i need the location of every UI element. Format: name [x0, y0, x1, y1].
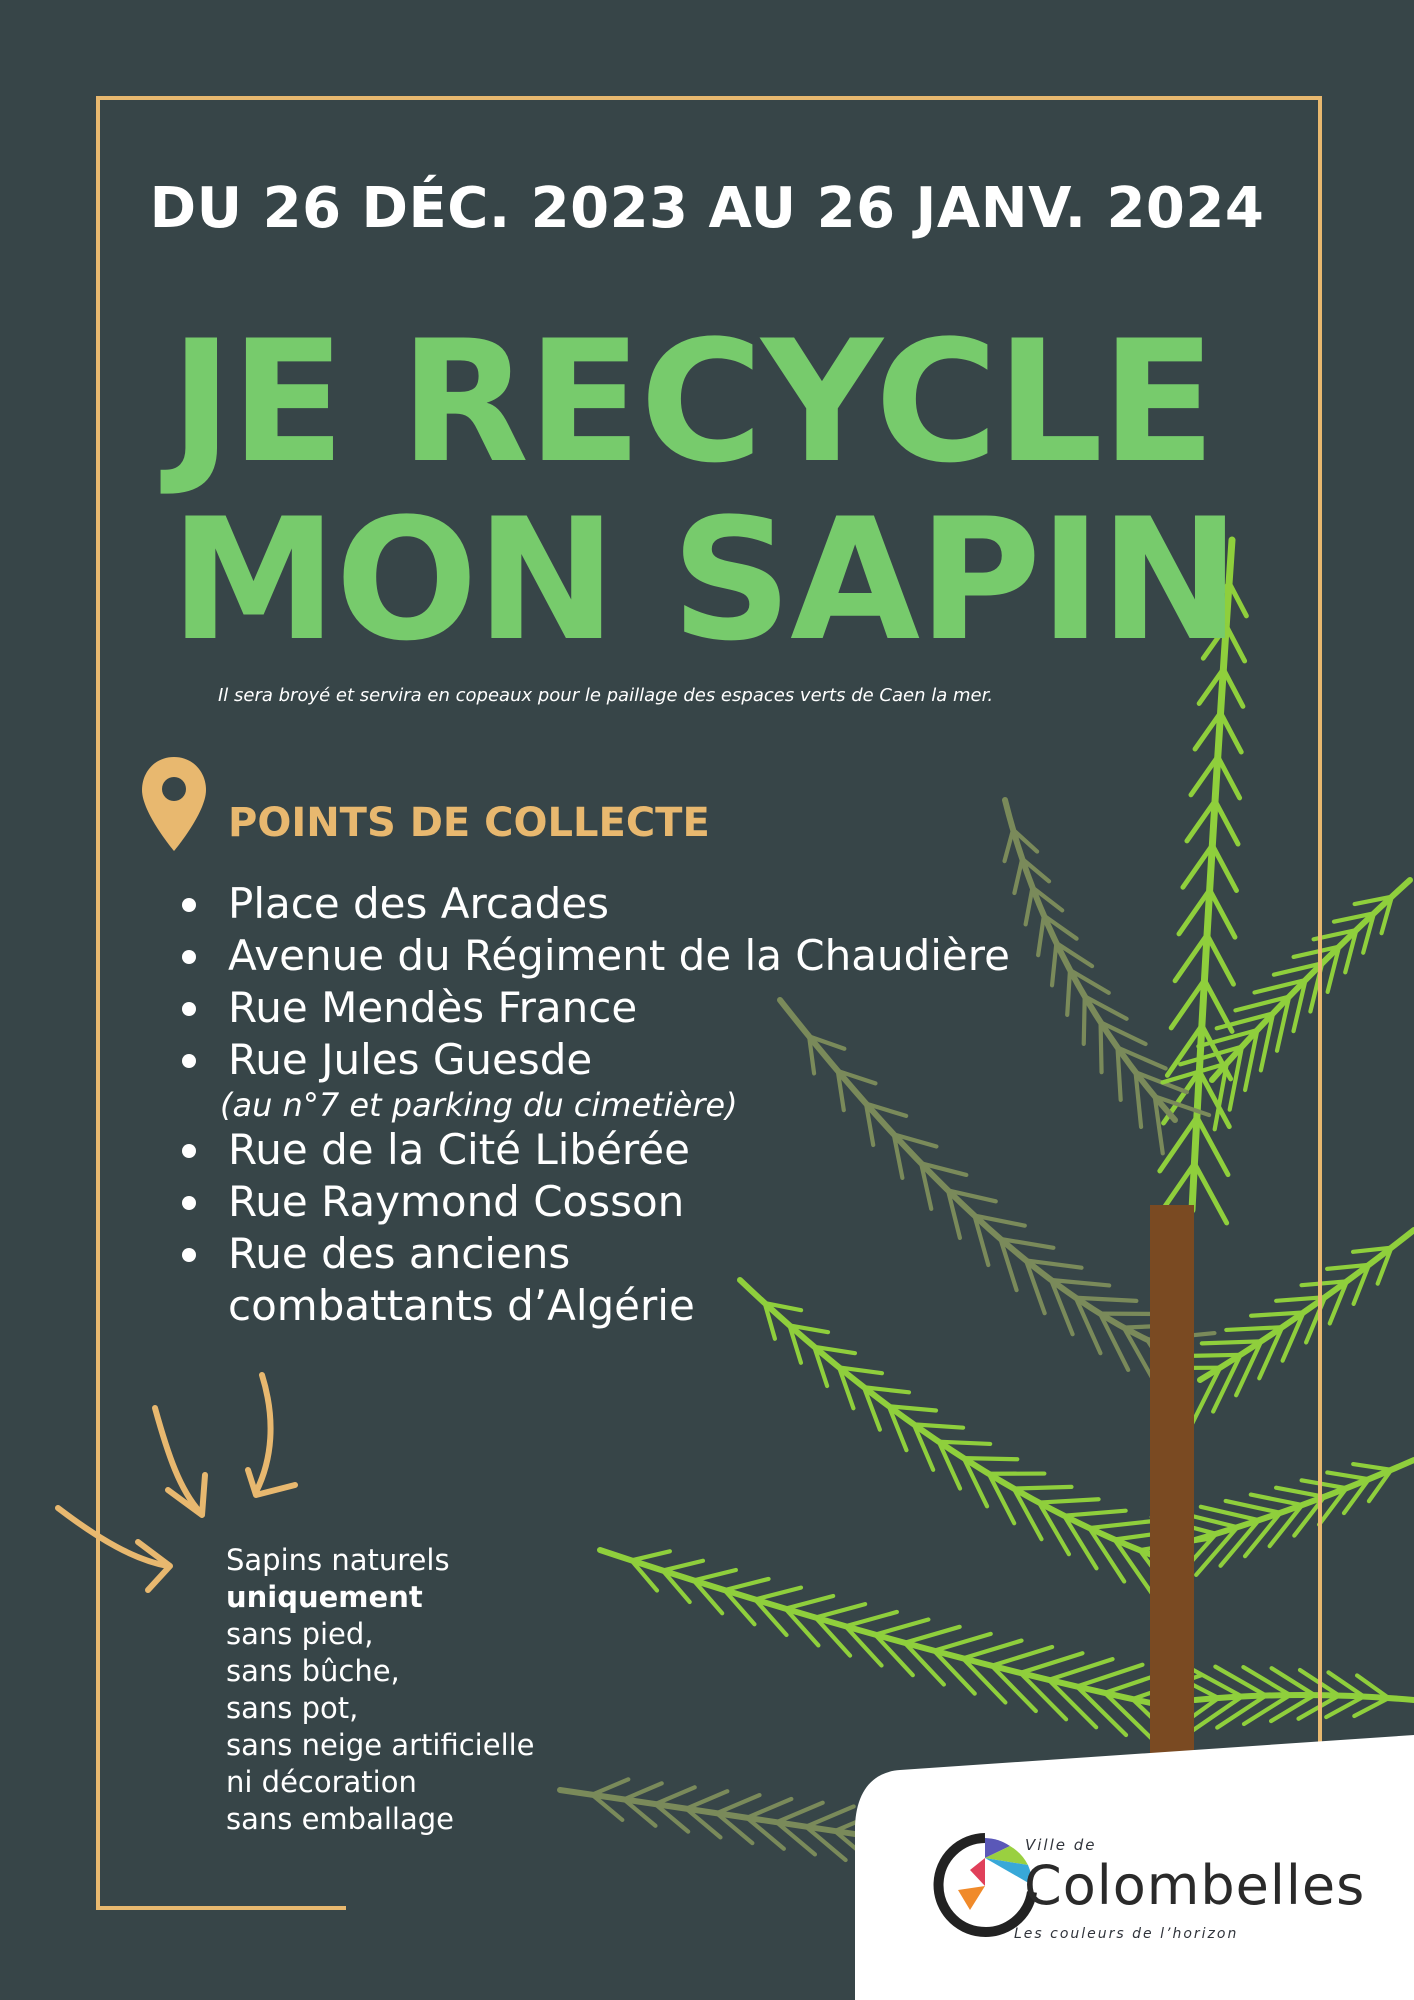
- logo-name: Colombelles: [1024, 1854, 1366, 1917]
- list-item: Rue de la Cité Libérée: [180, 1124, 1010, 1176]
- logo-tagline: Les couleurs de l’horizon: [1014, 1926, 1239, 1942]
- points-heading: POINTS DE COLLECTE: [228, 800, 710, 846]
- date-range: DU 26 DÉC. 2023 AU 26 JANV. 2024: [149, 176, 1265, 241]
- colombelles-logo: [930, 1830, 1366, 1960]
- list-item: Avenue du Régiment de la Chaudière: [180, 930, 1010, 982]
- conditions-block: Sapins naturels uniquement sans pied, sans bûche, sans pot, sans neige artificielle ni décoration sans emballage: [226, 1543, 535, 1836]
- title-line-2: MON SAPIN: [170, 482, 1239, 678]
- list-item: Rue Jules Guesde (au n°7 et parking du cimetière): [180, 1034, 1010, 1124]
- logo-ville: Ville de: [1025, 1836, 1097, 1854]
- subtitle: Il sera broyé et servira en copeaux pour le paillage des espaces verts de Caen la mer.: [218, 685, 994, 706]
- list-item: Rue Mendès France: [180, 982, 1010, 1034]
- list-item: Rue des anciens combattants d’Algérie: [180, 1228, 1010, 1332]
- list-item: Rue Raymond Cosson: [180, 1176, 1010, 1228]
- list-item-note: (au n°7 et parking du cimetière): [220, 1086, 738, 1124]
- list-item: Place des Arcades: [180, 878, 1010, 930]
- title-line-1: JE RECYCLE: [170, 304, 1214, 500]
